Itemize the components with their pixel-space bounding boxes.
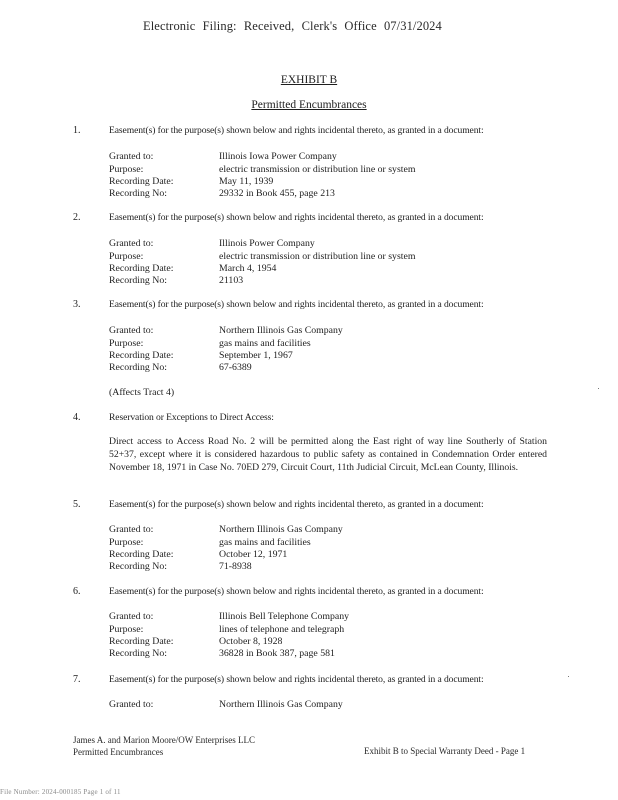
granted-to-label: Granted to: [109, 699, 154, 710]
recording-no-value: 71-8938 [219, 561, 252, 572]
item-intro: Easement(s) for the purpose(s) shown below and rights incidental thereto, as granted in a document: [109, 125, 484, 136]
recording-date-label: Recording Date: [109, 176, 174, 187]
scan-speck [568, 676, 569, 677]
granted-to-value: Illinois Bell Telephone Company [219, 611, 350, 622]
recording-date-label: Recording Date: [109, 636, 174, 647]
exhibit-subtitle: Permitted Encumbrances [251, 99, 367, 111]
item-note: (Affects Tract 4) [109, 387, 175, 398]
item-intro: Easement(s) for the purpose(s) shown below and rights incidental thereto, as granted in a document: [109, 212, 484, 223]
footer-page-label: Exhibit B to Special Warranty Deed - Page 1 [364, 746, 526, 756]
recording-no-value: 21103 [219, 275, 244, 286]
file-number-stripe: File Number: 2024-000185 Page 1 of 11 [0, 788, 121, 796]
scan-speck [598, 388, 599, 389]
filing-stamp: Electronic Filing: Received, Clerk's Office 07/31/2024 [143, 19, 442, 33]
item-intro: Easement(s) for the purpose(s) shown below and rights incidental thereto, as granted in a document: [109, 674, 484, 685]
purpose-label: Purpose: [109, 338, 144, 349]
footer-parties: James A. and Marion Moore/OW Enterprises LLC [73, 735, 256, 745]
purpose-label: Purpose: [109, 164, 144, 175]
item-number: 2. [73, 212, 81, 223]
granted-to-label: Granted to: [109, 524, 154, 535]
purpose-label: Purpose: [109, 537, 144, 548]
item-intro: Easement(s) for the purpose(s) shown below and rights incidental thereto, as granted in a document: [109, 586, 484, 597]
recording-date-value: March 4, 1954 [219, 263, 277, 274]
purpose-value: electric transmission or distribution line or system [219, 164, 416, 175]
recording-no-label: Recording No: [109, 561, 167, 572]
recording-no-label: Recording No: [109, 648, 167, 659]
recording-date-value: September 1, 1967 [219, 350, 293, 361]
granted-to-label: Granted to: [109, 325, 154, 336]
recording-date-label: Recording Date: [109, 350, 174, 361]
purpose-value: lines of telephone and telegraph [219, 624, 345, 635]
item-number: 7. [73, 674, 81, 685]
purpose-value: gas mains and facilities [219, 537, 311, 548]
granted-to-label: Granted to: [109, 151, 154, 162]
purpose-label: Purpose: [109, 251, 144, 262]
recording-date-label: Recording Date: [109, 549, 174, 560]
granted-to-value: Northern Illinois Gas Company [219, 325, 343, 336]
footer-document-title: Permitted Encumbrances [73, 747, 164, 757]
recording-no-label: Recording No: [109, 188, 167, 199]
recording-no-value: 67-6389 [219, 362, 252, 373]
item-number: 5. [73, 499, 81, 510]
granted-to-label: Granted to: [109, 611, 154, 622]
granted-to-value: Northern Illinois Gas Company [219, 699, 343, 710]
item-number: 6. [73, 586, 81, 597]
granted-to-label: Granted to: [109, 238, 154, 249]
item-number: 3. [73, 299, 81, 310]
purpose-value: electric transmission or distribution line or system [219, 251, 416, 262]
recording-date-label: Recording Date: [109, 263, 174, 274]
purpose-value: gas mains and facilities [219, 338, 311, 349]
item-intro: Easement(s) for the purpose(s) shown below and rights incidental thereto, as granted in a document: [109, 499, 484, 510]
recording-no-value: 29332 in Book 455, page 213 [219, 188, 335, 199]
recording-date-value: May 11, 1939 [219, 176, 274, 187]
recording-no-label: Recording No: [109, 362, 167, 373]
granted-to-value: Illinois Iowa Power Company [219, 151, 337, 162]
recording-date-value: October 12, 1971 [219, 549, 288, 560]
item-number: 4. [73, 412, 81, 423]
recording-date-value: October 8, 1928 [219, 636, 283, 647]
granted-to-value: Illinois Power Company [219, 238, 315, 249]
exhibit-title: EXHIBIT B [280, 74, 338, 86]
recording-no-label: Recording No: [109, 275, 167, 286]
recording-no-value: 36828 in Book 387, page 581 [219, 648, 335, 659]
item-number: 1. [73, 125, 81, 136]
direct-access-paragraph: Direct access to Access Road No. 2 will be permitted along the East right of way line Southerly of Station 52+37, except where it is considered hazardous to public safety as contained in Condemnation Order entered November 18, 1971 in Case No. 70ED 279, Circuit Court, 11th Judicial Circuit, McLean County, Illinois. [109, 436, 547, 473]
item-intro: Reservation or Exceptions to Direct Access: [109, 412, 274, 423]
purpose-label: Purpose: [109, 624, 144, 635]
item-intro: Easement(s) for the purpose(s) shown below and rights incidental thereto, as granted in a document: [109, 299, 484, 310]
granted-to-value: Northern Illinois Gas Company [219, 524, 343, 535]
